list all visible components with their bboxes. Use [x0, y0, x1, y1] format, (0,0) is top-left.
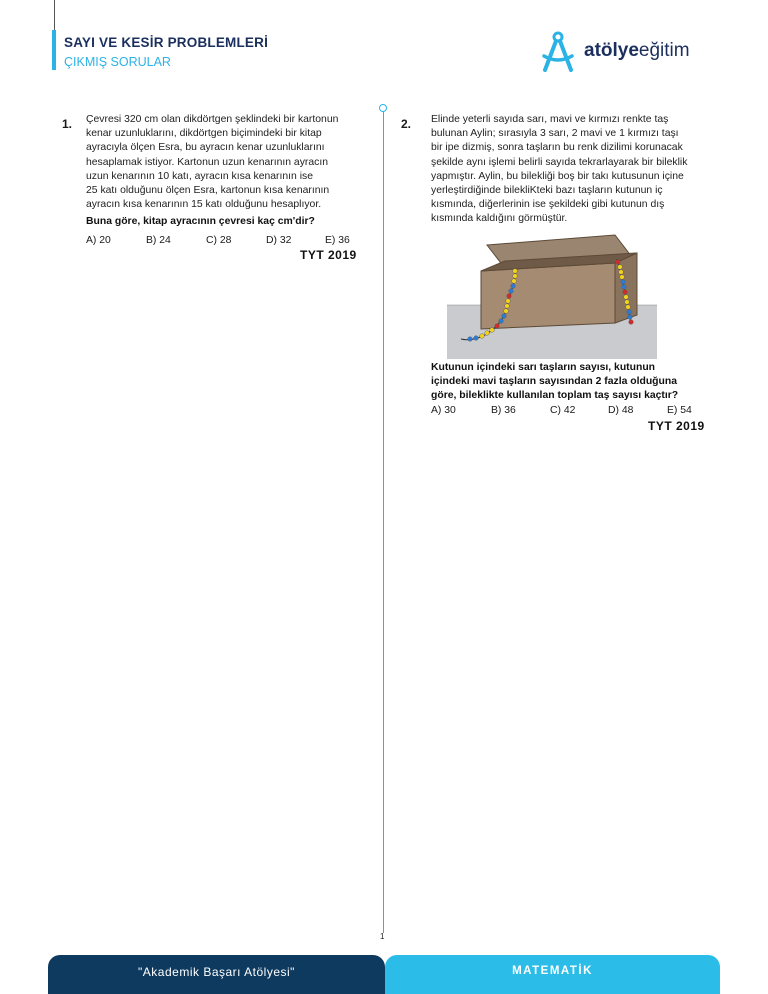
footer-subject: MATEMATİK [512, 965, 593, 977]
page-subtitle: ÇIKMIŞ SORULAR [64, 55, 171, 69]
question-1-number: 1. [62, 117, 73, 131]
option-e[interactable]: E) 54 [667, 405, 692, 416]
footer-subject-bar [385, 955, 720, 994]
option-b[interactable]: B) 36 [491, 405, 516, 416]
question-1-line: Çevresi 320 cm olan dikdörtgen şeklindeki bir kartonun [86, 114, 339, 125]
compass-icon [538, 30, 578, 74]
question-2-line: kısmında kaldığını görmüştür. [431, 213, 568, 225]
question-2-line: bir ipe dizmiş, sonra taşların bu renk dizilimi korunacak [431, 142, 683, 154]
header-accent-bar [52, 30, 56, 70]
question-2-line: kısmında, diğerlerinin ise şekildeki gibi kutunun dış [431, 199, 665, 211]
option-d[interactable]: D) 32 [266, 235, 292, 246]
option-a[interactable]: A) 30 [431, 405, 456, 416]
brand-wordmark: atölyeeğitim [584, 40, 690, 61]
question-1-text [86, 113, 338, 212]
brand-logo [538, 30, 728, 74]
question-2-number: 2. [401, 117, 412, 131]
question-2-prompt-line: Kutunun içindeki sarı taşların sayısı, kutunun [431, 362, 656, 373]
column-divider [383, 111, 384, 933]
question-1-exam-label: TYT 2019 [300, 248, 357, 262]
option-c[interactable]: C) 28 [206, 235, 232, 246]
option-a[interactable]: A) 20 [86, 235, 111, 246]
footer-slogan: "Akademik Başarı Atölyesi" [138, 965, 295, 979]
question-1-line: hesaplamak istiyor. Kartonun uzun kenarının ayracın [86, 156, 329, 168]
question-1-line: ayracıyla ölçen Esra, bu ayracın kenar uzunluklarını [86, 142, 325, 154]
question-1-line: kenar uzunluklarını, dikdörtgen biçimindeki bir kitap [86, 128, 322, 140]
jewelry-box-figure [447, 231, 657, 359]
question-2-prompt-line: içindeki mavi taşların sayısından 2 fazla olduğuna [431, 376, 677, 388]
question-2-prompt-line: göre, bileklikte kullanılan toplam taş sayısı kaçtır? [431, 390, 679, 402]
question-2-line: şekilde aynı işlemi belirli sayıda tekrarlayarak bir bileklik [431, 156, 688, 168]
question-2-text [431, 113, 687, 227]
question-1-line: ayracın kısa kenarının 15 katı olduğunu hesaplıyor. [86, 199, 322, 211]
option-c[interactable]: C) 42 [550, 405, 576, 416]
header-top-line [54, 0, 55, 30]
question-1-line: 25 katı olduğunu ölçen Esra, kartonun kısa kenarının [86, 185, 330, 197]
question-1-prompt: Buna göre, kitap ayracının çevresi kaç cm'dir? [86, 216, 315, 227]
question-2-prompt [431, 361, 678, 404]
question-2-line: yapmıştır. Aylin, bu bilekliği boş bir takı kutusunun içine [431, 170, 684, 182]
question-1-line: uzun kenarının 10 katı, ayracın kısa kenarının ise [86, 170, 313, 182]
page-number: 1 [380, 932, 385, 941]
option-d[interactable]: D) 48 [608, 405, 634, 416]
option-b[interactable]: B) 24 [146, 235, 171, 246]
option-e[interactable]: E) 36 [325, 235, 350, 246]
footer-slogan-bar [48, 955, 385, 994]
question-1-options [86, 235, 350, 246]
question-2-options [431, 405, 692, 416]
question-2-exam-label: TYT 2019 [648, 419, 705, 433]
page-title: SAYI VE KESİR PROBLEMLERİ [64, 35, 269, 50]
question-2-line: Elinde yeterli sayıda sarı, mavi ve kırmızı renkte taş [431, 114, 669, 125]
question-2-line: yerleştirdiğinde bilekliKteki bazı taşların kutunun iç [431, 185, 663, 197]
question-2-line: bulunan Aylin; sırasıyla 3 sarı, 2 mavi ve 1 kırmızı taşı [431, 128, 679, 140]
